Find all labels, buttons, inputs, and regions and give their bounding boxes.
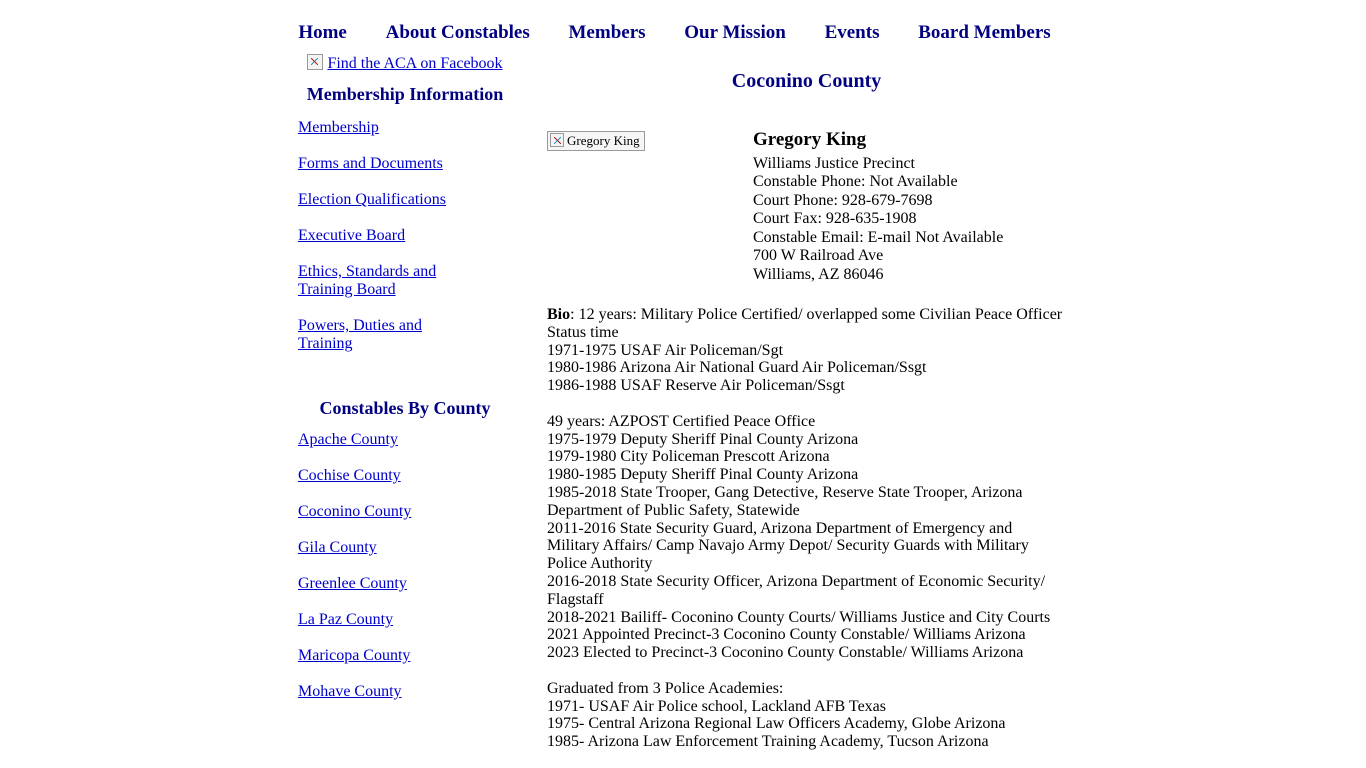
officer-name: Gregory King <box>753 129 867 150</box>
bio-line: 1971- USAF Air Police school, Lackland AFB Texas <box>547 697 887 715</box>
bio-line: 49 years: AZPOST Certified Peace Office <box>547 412 816 430</box>
bio-line: 1975-1979 Deputy Sheriff Pinal County Arizona <box>547 430 859 448</box>
bio-line: 1980-1985 Deputy Sheriff Pinal County Arizona <box>547 466 859 484</box>
nav-item-events[interactable]: Events <box>824 22 880 43</box>
nav-item-members[interactable]: Members <box>568 22 646 43</box>
sidebar-item-la-paz-county[interactable]: La Paz County <box>298 611 394 628</box>
sidebar <box>290 54 520 719</box>
bio-line: 1985- Arizona Law Enforcement Training Academy, Tucson Arizona <box>547 733 989 751</box>
sidebar-item-greenlee-county[interactable]: Greenlee County <box>298 575 407 592</box>
nav-item-home[interactable]: Home <box>298 22 347 43</box>
officer-address-line-1: 700 W Railroad Ave <box>753 247 884 264</box>
broken-image-icon <box>307 54 323 70</box>
top-navigation <box>0 0 1366 44</box>
facebook-link[interactable]: Find the ACA on Facebook <box>327 55 503 72</box>
sidebar-item-election-qualifications[interactable]: Election Qualifications <box>298 191 446 208</box>
bio-spacer <box>547 395 1066 413</box>
officer-precinct: Williams Justice Precinct <box>753 154 915 172</box>
sidebar-item-gila-county[interactable]: Gila County <box>298 539 377 556</box>
officer-constable-phone: Constable Phone: Not Available <box>753 173 958 190</box>
bio-line-0: : 12 years: Military Police Certified/ overlapped some Civilian Peace Officer Status time <box>547 306 1063 341</box>
bio-line: Graduated from 3 Police Academies: <box>547 679 784 697</box>
bio-line: 1986-1988 USAF Reserve Air Policeman/Ssgt <box>547 377 845 395</box>
officer-photo <box>547 131 655 151</box>
membership-links <box>290 119 520 353</box>
sidebar-item-maricopa-county[interactable]: Maricopa County <box>298 647 411 664</box>
facebook-link-block <box>290 54 520 73</box>
bio-line: 2023 Elected to Precinct-3 Coconino County Constable/ Williams Arizona <box>547 644 1024 662</box>
bio-line: 2011-2016 State Security Guard, Arizona Department of Emergency and Military Affairs/ Camp Navajo Army Depot/ Security Guards with Military Police Authority <box>547 519 1029 573</box>
officer-block <box>547 131 1066 284</box>
bio-line: 2018-2021 Bailiff- Coconino County Courts/ Williams Justice and City Courts <box>547 608 1051 626</box>
bio-line: 1975- Central Arizona Regional Law Officers Academy, Globe Arizona <box>547 715 1006 733</box>
officer-constable-email: Constable Email: E-mail Not Available <box>753 228 1004 246</box>
county-links <box>290 431 520 701</box>
nav-item-our-mission[interactable]: Our Mission <box>684 22 786 43</box>
officer-info <box>753 131 1003 284</box>
sidebar-item-executive-board[interactable]: Executive Board <box>298 227 406 244</box>
sidebar-item-powers-duties-training[interactable]: Powers, Duties and Training <box>298 317 422 352</box>
sidebar-item-coconino-county[interactable]: Coconino County <box>298 503 412 520</box>
officer-photo-alt-text: Gregory King <box>567 133 640 148</box>
bio-label: Bio <box>547 306 571 323</box>
officer-photo-placeholder <box>547 131 645 151</box>
bio-line: 2021 Appointed Precinct-3 Coconino County Constable/ Williams Arizona <box>547 626 1026 644</box>
sidebar-item-ethics-standards-training-board[interactable]: Ethics, Standards and Training Board <box>298 263 437 298</box>
bio-line: 1980-1986 Arizona Air National Guard Air Policeman/Ssgt <box>547 359 927 377</box>
officer-bio <box>547 306 1066 751</box>
officer-court-fax: Court Fax: 928-635-1908 <box>753 210 917 227</box>
bio-line: 1971-1975 USAF Air Policeman/Sgt <box>547 341 784 359</box>
counties-heading: Constables By County <box>319 398 491 418</box>
bio-line: 1979-1980 City Policeman Prescott Arizona <box>547 448 830 466</box>
sidebar-item-membership[interactable]: Membership <box>298 119 379 136</box>
sidebar-item-apache-county[interactable]: Apache County <box>298 431 398 448</box>
bio-line: 2016-2018 State Security Officer, Arizona Department of Economic Security/ Flagstaff <box>547 572 1046 608</box>
page-layout <box>0 54 1366 751</box>
sidebar-item-mohave-county[interactable]: Mohave County <box>298 683 402 700</box>
sidebar-item-cochise-county[interactable]: Cochise County <box>298 467 401 484</box>
bio-spacer <box>547 662 1066 680</box>
officer-court-phone: Court Phone: 928-679-7698 <box>753 191 933 209</box>
sidebar-item-forms-and-documents[interactable]: Forms and Documents <box>298 155 443 172</box>
broken-image-icon <box>550 133 564 147</box>
bio-line: 1985-2018 State Trooper, Gang Detective, Reserve State Trooper, Arizona Department of Public Safety, Statewide <box>547 483 1023 519</box>
nav-item-board-members[interactable]: Board Members <box>918 22 1051 43</box>
officer-address-line-2: Williams, AZ 86046 <box>753 265 884 283</box>
membership-heading: Membership Information <box>306 84 504 104</box>
bio-first-line <box>547 306 1066 342</box>
main-content <box>547 54 1366 751</box>
nav-item-about-constables[interactable]: About Constables <box>385 22 530 43</box>
page-title: Coconino County <box>731 70 882 92</box>
